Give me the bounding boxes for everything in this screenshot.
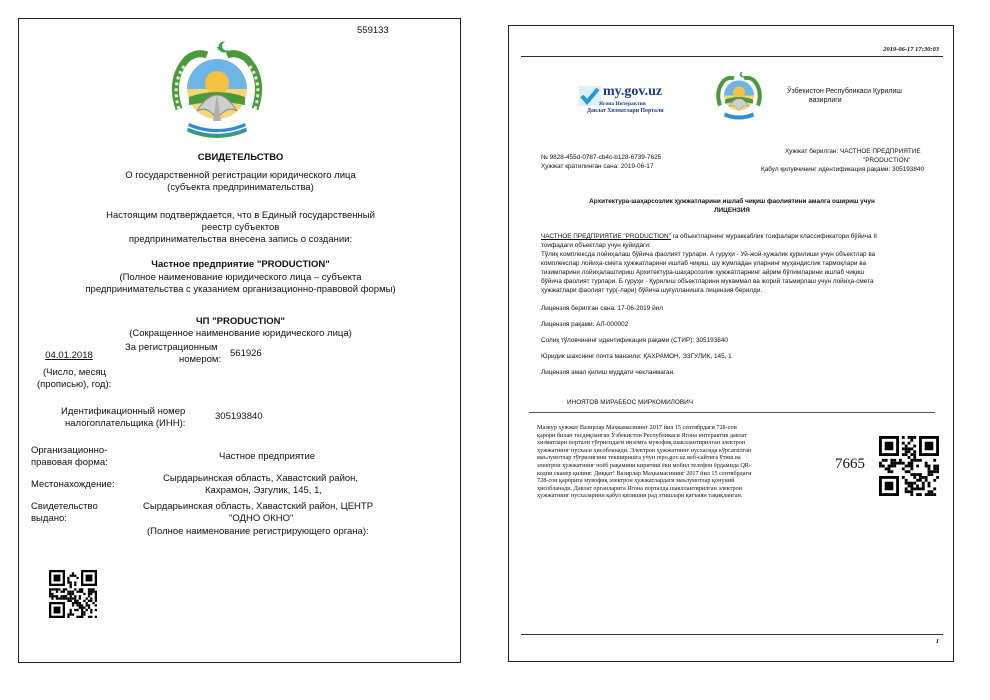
portal-logo-icon: [579, 86, 601, 106]
inn-label-2: налогоплательщика (ИНН):: [65, 418, 186, 429]
page-number: 1: [935, 638, 939, 645]
header-divider: [521, 56, 943, 57]
location-line-2: Кахрамон, Эзгулик, 145, 1,: [205, 485, 323, 496]
license-heading-2: ЛИЦЕНЗИЯ: [714, 207, 750, 214]
footer-line-9: ҳисобланади. Давлат органларига Ягона порталда шакллантирилган электрон: [537, 484, 742, 492]
license-date: Лицензия берилган сана: 17-06-2019 йил: [541, 305, 663, 312]
qr-code-icon: [879, 436, 939, 496]
footer-line-4: ҳужжатнинг нусхаси ҳисобланади. Электрон ҳужжатнинг нусхасида кўрсатилган: [537, 446, 752, 454]
reg-number-label-1: За регистрационным: [125, 342, 218, 353]
inn-label-1: Идентификационный номер: [61, 406, 186, 417]
timestamp: 2019-06-17 17:30:03: [883, 46, 939, 53]
body-text-1: га объектларнинг мураккаблик тоифалари классификатори бўйича II: [672, 233, 877, 240]
ministry-line-1: Ўзбекистон Республикаси Қурилиш: [787, 88, 902, 95]
license-heading-1: Архитектура-шаҳарсозлик ҳужжатларини ишлаб чиқиш фаолиятини амалга ошириш учун: [589, 198, 875, 205]
certificate-title: СВИДЕТЕЛЬСТВО: [197, 152, 284, 163]
issued-label-2: выдано:: [31, 513, 67, 524]
issued-to-1: Ҳужжат берилган: ЧАСТНОЕ ПРЕДПРИЯТИЕ: [785, 148, 921, 155]
signatory-name: ИНОЯТОВ МИРАББОС МИРКОМИЛОВИЧ: [567, 399, 693, 406]
confirm-text-3: предпринимательства внесена запись о создании:: [128, 234, 353, 245]
issued-by-line-1: Сырдарьинская область, Хавастский район, ЦЕНТР: [143, 501, 374, 512]
location-label: Местонахождение:: [31, 479, 115, 490]
body-line-1: [541, 233, 877, 242]
short-name-note: (Сокращенное наименование юридического лица): [129, 328, 352, 339]
portal-name-2: Давлат Хизматлари Портали: [587, 108, 664, 114]
company-full-name: Частное предприятие "PRODUCTION": [151, 259, 330, 270]
legal-address: Юридик шахснинг почта манзили: ҚАХРАМОН, ЭЗГУЛИК, 145, 1: [541, 353, 732, 360]
footer-line-7: кодни сканер қилинг. Диққат! Вазирлар Маҳкамасининг 2017 йил 15 сентябрдаги: [537, 469, 752, 477]
issued-by-line-2: "ОДНО ОКНО": [229, 513, 294, 524]
request-id: № 9828-455d-0787-cb4c-b128-6739-7625: [541, 154, 662, 161]
footer-line-1: Мазкур ҳужжат Вазирлар Маҳкамасининг 2017 йил 15 сентябрдаги 728-сон: [537, 424, 737, 431]
signature-divider: [529, 412, 935, 413]
request-date: Ҳужжат кратилинган сана: 2019-06-17: [541, 163, 654, 170]
org-form-label-2: правовая форма:: [31, 457, 108, 468]
ministry-line-2: вазирлиги: [809, 97, 842, 104]
qr-code-icon: [49, 570, 97, 618]
location-line-1: Сырдарьинская область, Хавастский район,: [163, 473, 359, 484]
registration-date: 04.01.2018: [45, 350, 93, 361]
portal-name-1: Ягона Интерактив: [599, 101, 646, 107]
body-line-7: ҳужжатлари фаолият тур(-лари) бўйича шуғулланишга лицензия берилди.: [541, 287, 763, 294]
footer-line-8: 728-сон қарорига мувофиқ электрон ҳужжатлардаги маълумотлар қонуний: [537, 477, 735, 485]
org-form-value: Частное предприятие: [219, 451, 316, 462]
certificate-subtitle-2: (субъекта предпринимательства): [167, 182, 314, 193]
legal-footer: [537, 424, 751, 500]
confirm-text-1: Настоящим подтверждается, что в Единый государственный: [106, 210, 375, 221]
full-name-note-2: предпринимательства с указанием организационно-правовой формы): [85, 284, 396, 295]
reg-date-note-2: (прописью), год):: [37, 379, 112, 390]
issued-to-2: "PRODUCTION": [863, 157, 911, 164]
footer-line-5: маълумотлар тўғрилигини текширишга учун repo.gov.uz веб-сайтига ўтиш ва: [537, 454, 741, 462]
footer-divider: [521, 634, 943, 635]
license-validity: Лицензия амал қилиш муддати чекланмаган.: [541, 369, 675, 376]
footer-line-3: хизматлари портали тўғрисидаги низомга мувофиқ шакллантирилган электрон: [537, 439, 746, 447]
verification-code: 7665: [835, 456, 865, 472]
footer-line-10: ҳужжатнинг нусхаларини қабул қилишни рад этишлари қатъиян тақиқланган.: [537, 492, 743, 500]
confirm-text-2: реестр субъектов: [201, 222, 280, 233]
body-line-6: бўйича фаолият турлари. Б гуруҳи - Қурилиш объектларини мукаммал ва жорий таъмирлаш учун лойиҳа-смета: [541, 278, 874, 285]
body-line-5: тизимларини лойиҳалаштириш Архитектура-шаҳарсозлик ҳужжатларнинг айрим бўлимларини ишлаб чиқиш: [541, 269, 865, 276]
state-emblem-icon: [167, 39, 267, 149]
company-short-name: ЧП "PRODUCTION": [195, 316, 285, 327]
state-emblem-icon: [714, 70, 764, 126]
reg-number-label-2: номером:: [179, 354, 222, 365]
reg-date-note-1: (Число, месяц: [43, 367, 106, 378]
issued-by-note: (Полное наименование регистрирующего органа):: [147, 526, 369, 537]
inn-value: 305193840: [215, 411, 263, 422]
body-line-4: комплекслар лойиҳа-смета ҳужжатларини ишлаб чиқиш, шу жумладан уларнинг муҳандислик тармоқлари ва: [541, 260, 867, 267]
recipient-inn: Қабул қилувчининг идентификация рақами: 305193840: [761, 166, 925, 173]
taxpayer-id: Солиқ тўловчининг идентификация рақами (СТИР): 305193840: [541, 337, 728, 344]
license-page: [508, 25, 954, 662]
body-line-2: тоифадаги объектлар учун қуйидаги:: [541, 242, 651, 249]
issued-label-1: Свидетельство: [31, 501, 98, 512]
footer-line-2: қарори билан тасдиқланган Ўзбекистон Республикаси Ягона интерактив давлат: [537, 431, 747, 439]
certificate-subtitle-1: О государственной регистрации юридического лица: [125, 170, 356, 181]
body-company: ЧАСТНОЕ ПРЕДПРИЯТИЕ "PRODUCTION": [541, 233, 671, 240]
full-name-note-1: (Полное наименование юридического лица – субъекта: [119, 272, 362, 283]
document-number: 559133: [357, 25, 389, 36]
body-line-3: Тўлиқ комплексда лойиҳалаш бўйича фаолият турлари. А гуруҳи - Уй-жой-ҳужалик қурилиши учун объектлар ва: [541, 251, 876, 258]
registration-number: 561926: [230, 348, 262, 359]
portal-domain: my.gov.uz: [603, 84, 663, 99]
footer-line-6: электрон ҳужжатнинг ноёб рақамини киритиш ёки мобил телефон ёрдамида QR-: [537, 461, 751, 469]
registration-certificate-page: [18, 18, 461, 663]
org-form-label-1: Организационно-: [31, 445, 108, 456]
license-number: Лицензия рақами: АЛ-000002: [541, 321, 629, 328]
